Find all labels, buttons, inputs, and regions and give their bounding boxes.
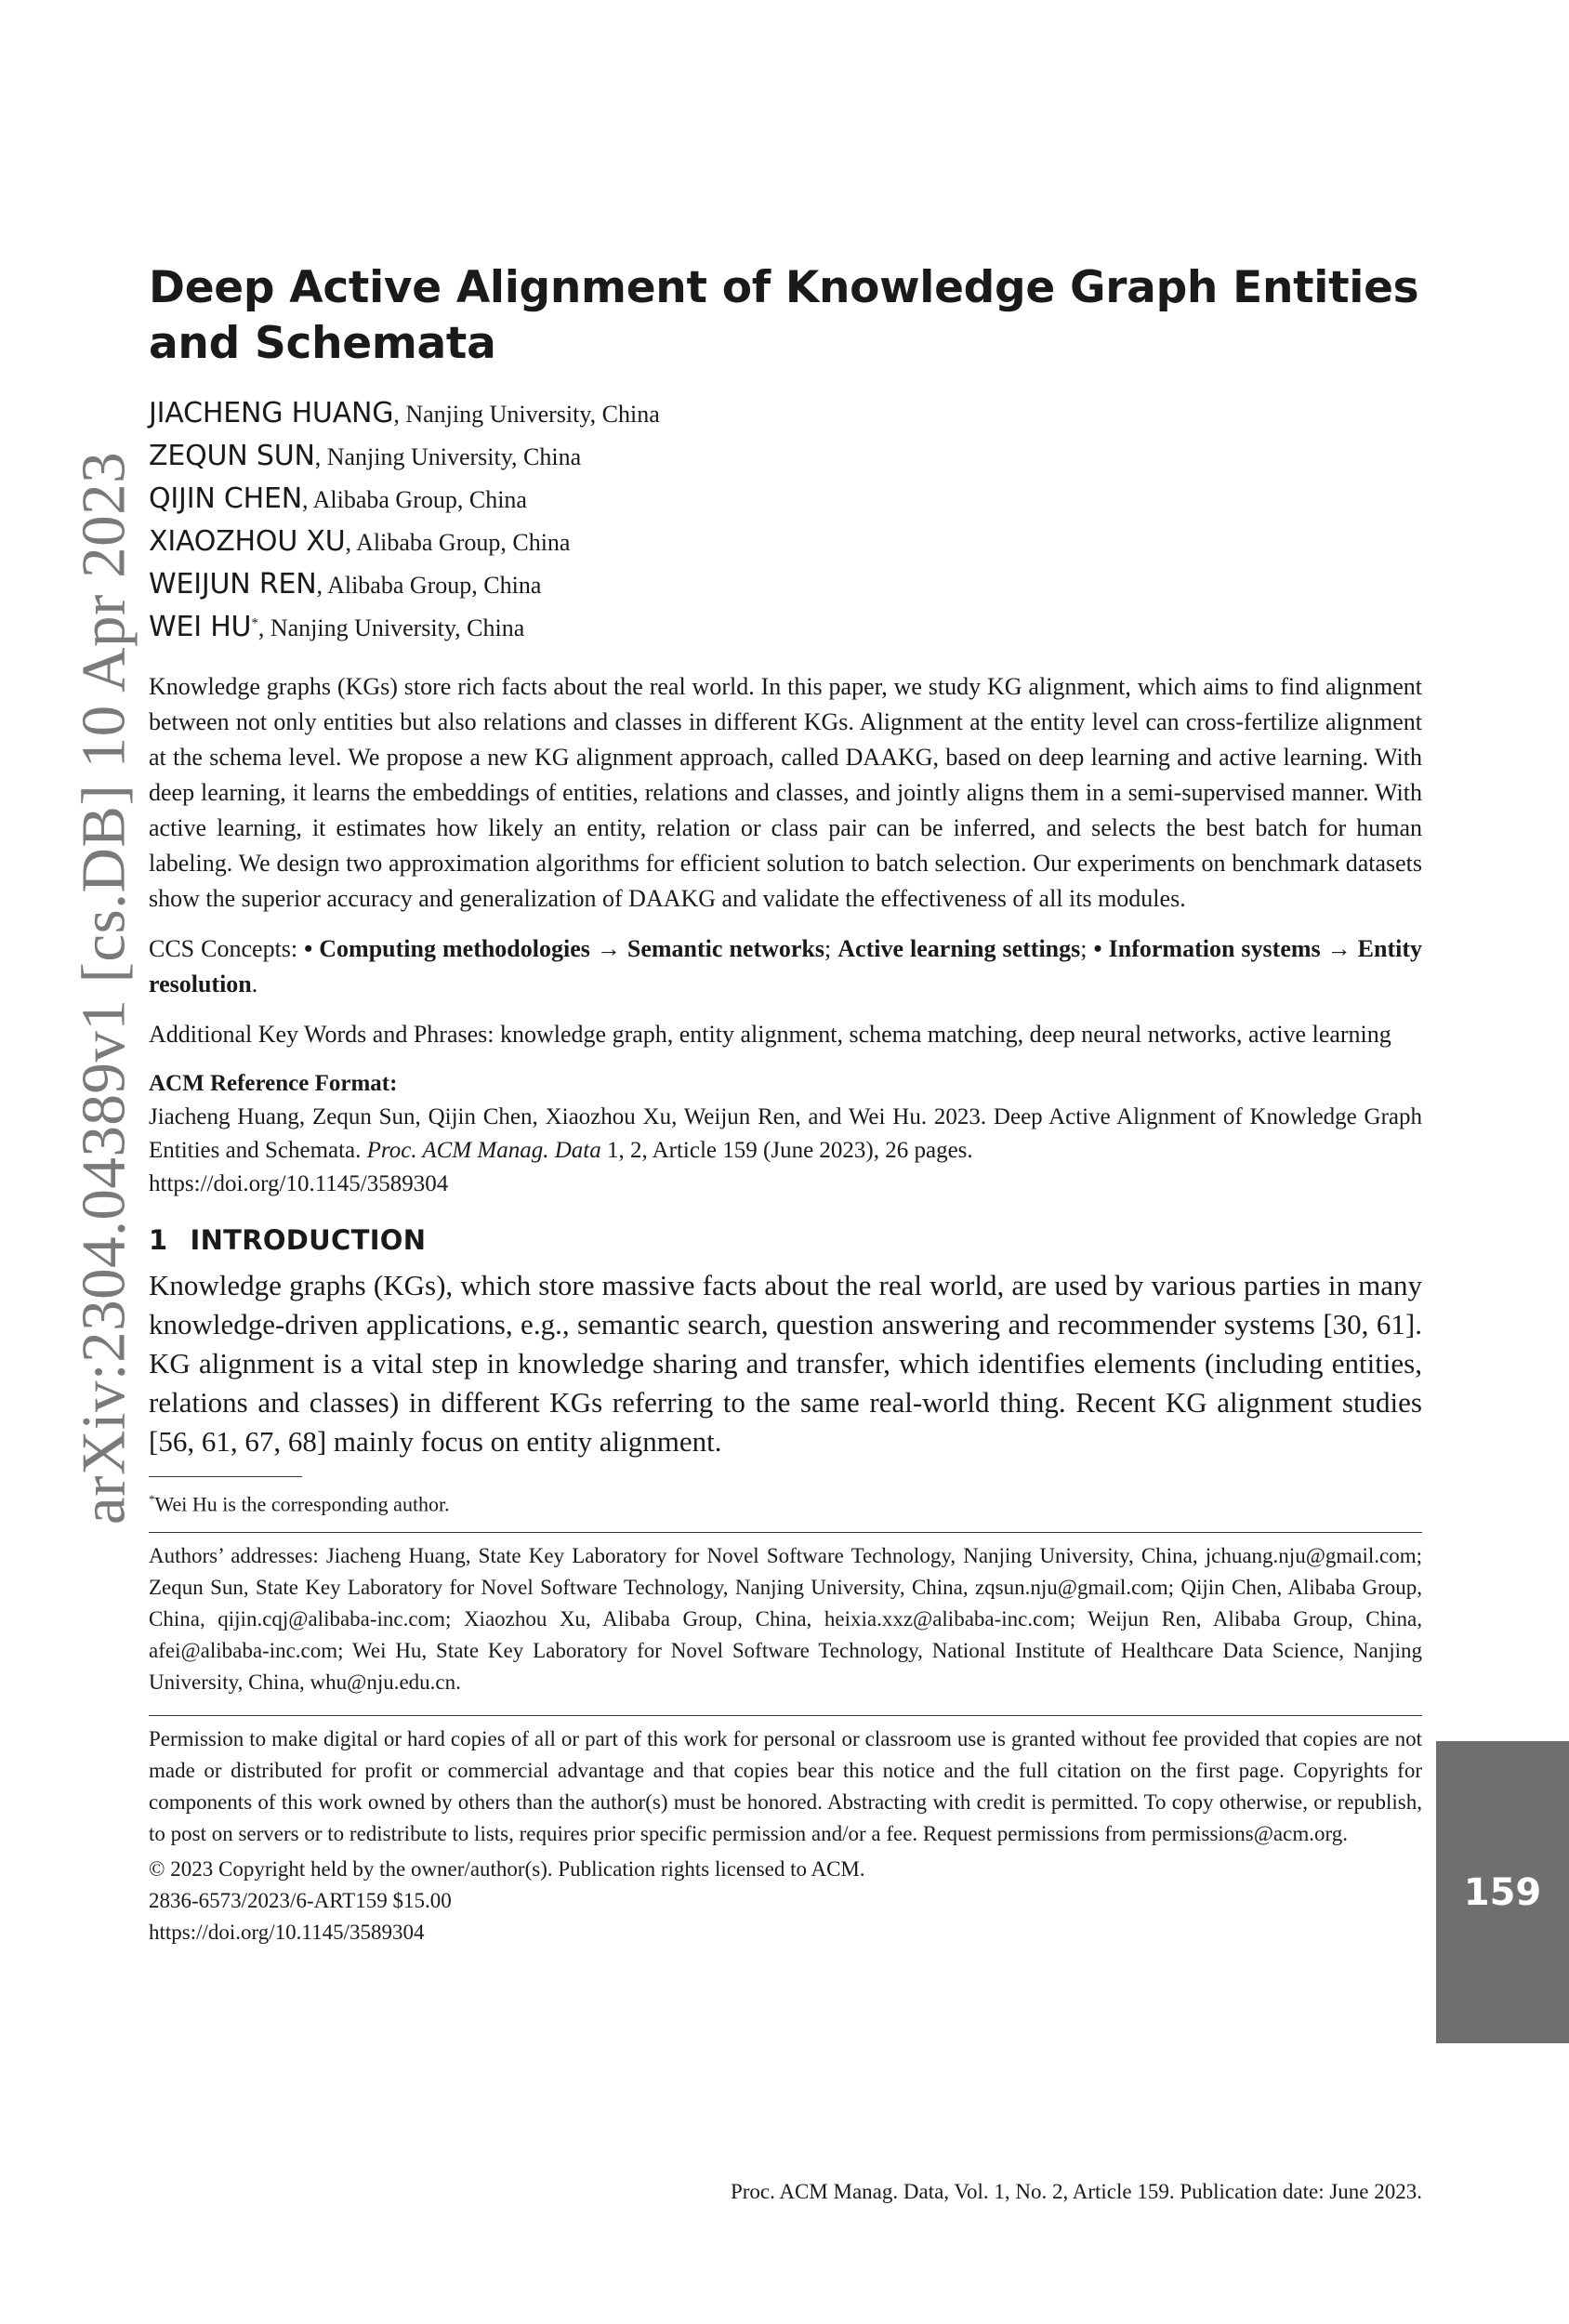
ccs-separator: ; [824,935,838,962]
footnote-mark: * [149,1492,155,1506]
reference-citation: Jiacheng Huang, Zequn Sun, Qijin Chen, Xiaozhou Xu, Weijun Ren, and Wei Hu. 2023. Deep Active Alignment of Knowledge Graph Entities and Schemata. [149,1104,1422,1163]
ccs-bullet: • [1093,935,1109,962]
author-name: XIAOZHOU XU [149,525,346,558]
author-affiliation: , Nanjing University, China [314,443,582,470]
author-addresses: Authors’ addresses: Jiacheng Huang, State Key Laboratory for Novel Software Technology, Nanjing University, China, jchuang.nju@gmail.com; Zequn Sun, State Key Laboratory for Novel Software Technology, Nanjing University, China, zqsun.nju@gmail.com; Qijin Chen, Alibaba Group, China, qijin.cqj@alibaba-inc.com; Xiaozhou Xu, Alibaba Group, China, heixia.xxz@alibaba-inc.com; Weijun Ren, Alibaba Group, China, afei@alibaba-inc.com; Wei Hu, State Key Laboratory for Novel Software Technology, National Institute of Healthcare Data Science, Nanjing University, China, whu@nju.edu.cn. [149,1544,1422,1695]
author-entry [149,606,1422,649]
author-mark: * [251,615,258,631]
author-affiliation: , Nanjing University, China [257,614,525,641]
keywords: Additional Key Words and Phrases: knowledge graph, entity alignment, schema matching, deep neural networks, active learning [149,1021,1391,1048]
ccs-concept: Computing methodologies → Semantic networks [319,935,825,962]
author-entry [149,478,1422,521]
paper-title: Deep Active Alignment of Knowledge Graph Entities and Schemata [149,262,1419,369]
section-heading [149,1221,1422,1259]
copyright-line: © 2023 Copyright held by the owner/author(s). Publication rights licensed to ACM. [149,1857,865,1882]
author-name: JIACHENG HUANG [149,397,394,429]
arxiv-identifier: arXiv:2304.04389v1 [cs.DB] 10 Apr 2023 [69,451,138,1525]
ccs-bullet: • [304,935,320,962]
running-footer: Proc. ACM Manag. Data, Vol. 1, No. 2, Article 159. Publication date: June 2023. [730,2180,1422,2203]
section-title: INTRODUCTION [190,1224,427,1256]
copyright-doi-link[interactable]: https://doi.org/10.1145/3589304 [149,1921,425,1945]
ccs-concept: Information systems → Entity resolution [149,935,1423,997]
author-affiliation: , Alibaba Group, China [345,529,571,556]
reference-journal: Proc. ACM Manag. Data [366,1138,601,1163]
footnote [149,1485,1422,1519]
issn-price: 2836-6573/2023/6-ART159 $15.00 [149,1889,452,1913]
author-affiliation: , Alibaba Group, China [302,486,527,513]
footnote-divider [149,1476,302,1477]
permission-notice: Permission to make digital or hard copies of all or part of this work for personal or classroom use is granted without fee provided that copies are not made or distributed for profit or commercial advantage and that copies bear this notice and the full citation on the first page. Copyrights for components of this work owned by others than the author(s) must be honored. Abstracting with credit is permitted. To copy otherwise, or republish, to post on servers or to redistribute to lists, requires prior specific permission and/or a fee. Request permissions from permissions@acm.org. [149,1727,1422,1846]
introduction-paragraph: Knowledge graphs (KGs), which store massive facts about the real world, are used by various parties in many knowledge-driven applications, e.g., semantic search, question answering and recommender systems [30, 61]. KG alignment is a vital step in knowledge sharing and transfer, which identifies elements (including entities, relations and classes) in different KGs referring to the same real-world thing. Recent KG alignment studies [56, 61, 67, 68] mainly focus on entity alignment. [149,1269,1422,1458]
abstract: Knowledge graphs (KGs) store rich facts about the real world. In this paper, we study KG alignment, which aims to find alignment between not only entities but also relations and classes in different KGs. Alignment at the entity level can cross-fertilize alignment at the schema level. We propose a new KG alignment approach, called DAAKG, based on deep learning and active learning. With deep learning, it learns the embeddings of entities, relations and classes, and jointly aligns them in a semi-supervised manner. With active learning, it estimates how likely an entity, relation or class pair can be inferred, and selects the best batch for human labeling. We design two approximation algorithms for efficient solution to batch selection. Our experiments on benchmark datasets show the superior accuracy and generalization of DAAKG and validate the effectiveness of all its modules. [149,673,1422,912]
author-affiliation: , Nanjing University, China [393,401,660,428]
article-number-tab: 159 [1436,1741,1569,2043]
section-number: 1 [149,1224,168,1256]
reference-text [149,1101,1422,1168]
author-entry [149,392,1422,435]
author-name: WEIJUN REN [149,568,317,601]
ccs-separator: ; [1080,935,1094,962]
ccs-label: CCS Concepts: [149,935,305,962]
ccs-concepts [149,931,1422,1002]
footnote-text: Wei Hu is the corresponding author. [154,1492,450,1516]
author-name: WEI HU [149,611,252,643]
ccs-concept: Active learning settings [837,935,1081,962]
author-entry [149,521,1422,563]
reference-doi-link[interactable]: https://doi.org/10.1145/3589304 [149,1171,449,1196]
ccs-end: . [251,971,258,997]
addresses-divider [149,1532,1422,1533]
author-entry [149,563,1422,606]
permission-divider [149,1715,1422,1716]
reference-details: 1, 2, Article 159 (June 2023), 26 pages. [600,1138,973,1163]
reference-heading: ACM Reference Format: [149,1071,398,1096]
author-name: QIJIN CHEN [149,482,303,515]
author-name: ZEQUN SUN [149,440,315,472]
page-content [149,260,1422,1948]
author-affiliation: , Alibaba Group, China [316,572,542,599]
author-list [149,392,1422,649]
author-entry [149,435,1422,478]
